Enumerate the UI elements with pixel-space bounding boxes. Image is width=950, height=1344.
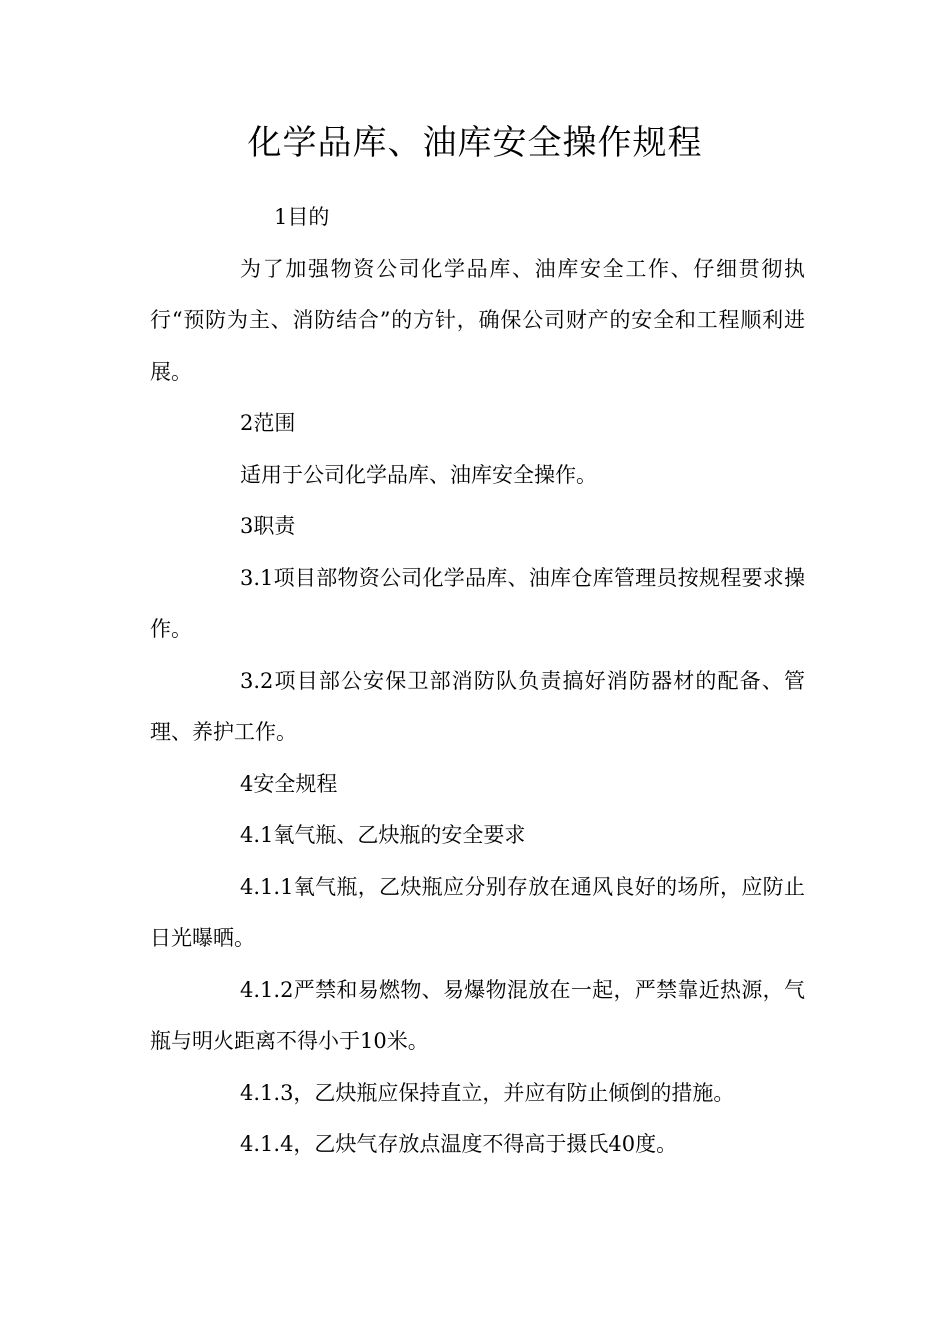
section-heading-responsibilities: 3职责 xyxy=(240,514,296,538)
paragraph-4-1-2: 4.1.2严禁和易燃物、易爆物混放在一起，严禁靠近热源，气瓶与明火距离不得小于10米。 xyxy=(150,977,805,1053)
subsection-heading-4-1: 4.1氧气瓶、乙炔瓶的安全要求 xyxy=(240,823,526,847)
section-heading-purpose: 1目的 xyxy=(274,205,330,229)
document-body xyxy=(150,192,805,1171)
paragraph-4-1-4: 4.1.4，乙炔气存放点温度不得高于摄氏40度。 xyxy=(240,1132,678,1156)
document-title: 化学品库、油库安全操作规程 xyxy=(247,123,703,163)
paragraph-purpose: 为了加强物资公司化学品库、油库安全工作、仔细贯彻执行“预防为主、消防结合”的方针，确保公司财产的安全和工程顺利进展。 xyxy=(150,256,805,384)
section-heading-safety-rules: 4安全规程 xyxy=(240,771,338,796)
paragraph-scope: 适用于公司化学品库、油库安全操作。 xyxy=(240,462,597,487)
paragraph-4-1-3: 4.1.3，乙炔瓶应保持直立，并应有防止倾倒的措施。 xyxy=(240,1080,735,1105)
paragraph-4-1-1: 4.1.1氧气瓶，乙炔瓶应分别存放在通风良好的场所，应防止日光曝晒。 xyxy=(150,874,805,950)
section-heading-scope: 2范围 xyxy=(240,411,296,435)
paragraph-3-2: 3.2项目部公安保卫部消防队负责搞好消防器材的配备、管理、养护工作。 xyxy=(150,668,805,744)
paragraph-3-1: 3.1项目部物资公司化学品库、油库仓库管理员按规程要求操作。 xyxy=(150,565,805,641)
